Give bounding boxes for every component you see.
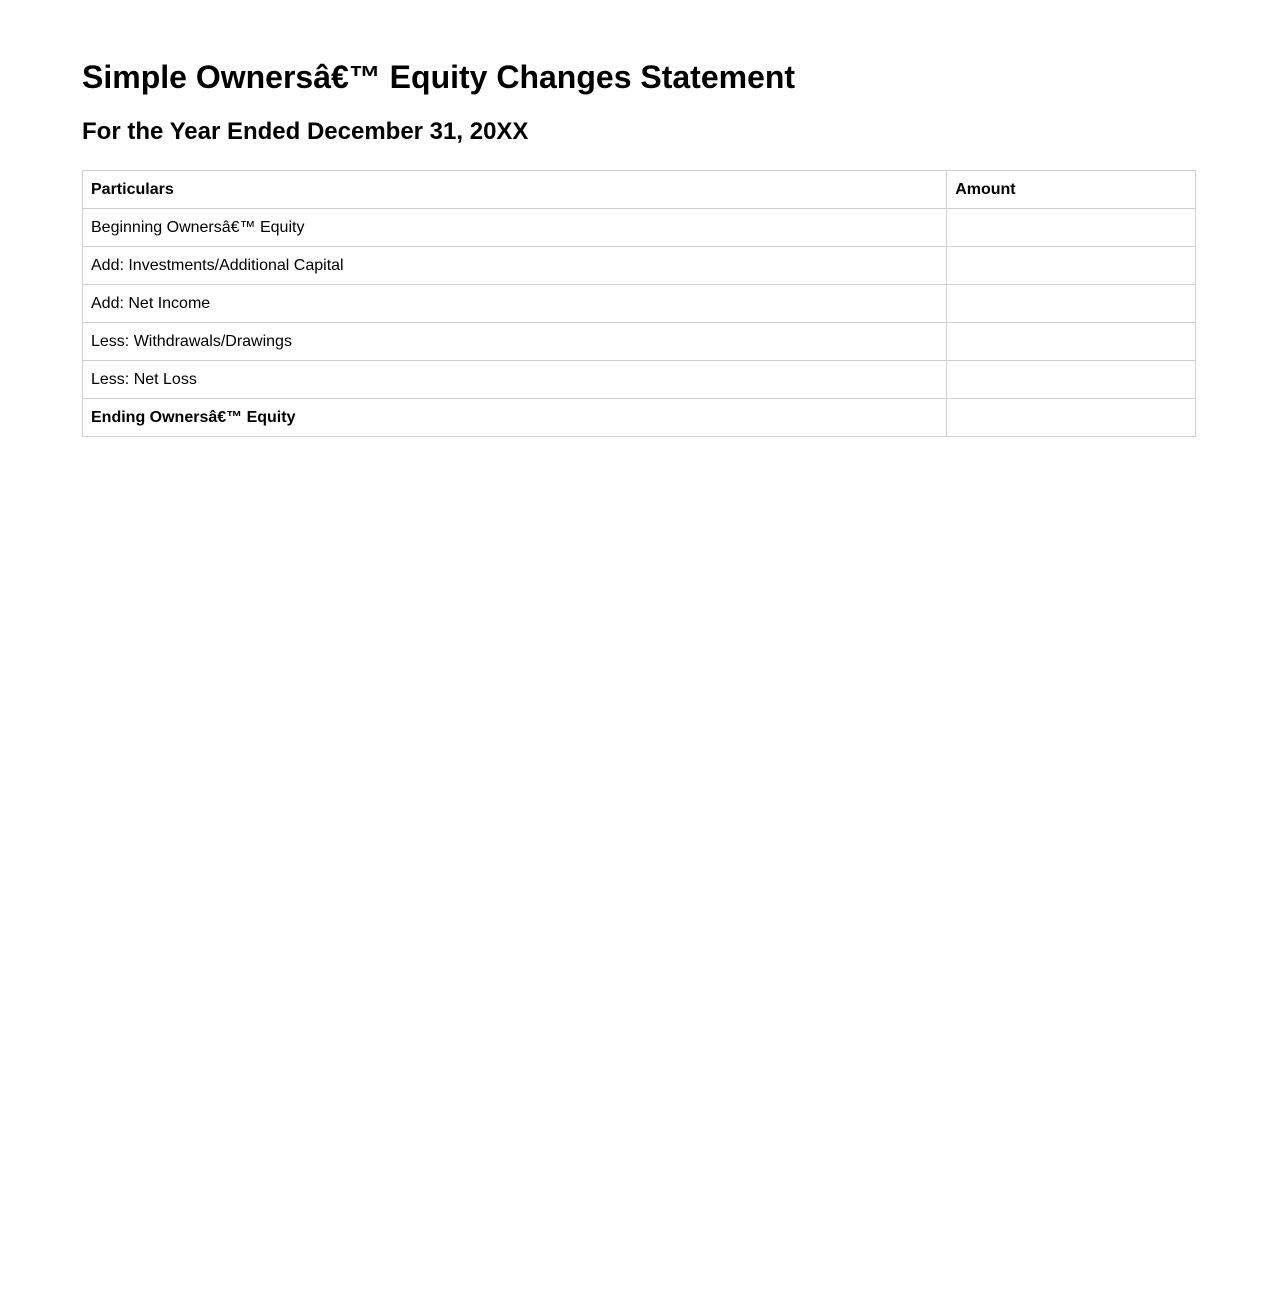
- table-row-ending-equity: [83, 399, 1196, 437]
- particulars-cell: Add: Net Income: [83, 285, 947, 323]
- amount-cell: [947, 285, 1196, 323]
- page-subtitle: For the Year Ended December 31, 20XX: [82, 118, 529, 145]
- table-row-beginning-equity: [83, 209, 1196, 247]
- column-header-particulars: Particulars: [83, 171, 947, 209]
- column-header-amount: Amount: [947, 171, 1196, 209]
- amount-cell: [947, 247, 1196, 285]
- table-row-investments: [83, 247, 1196, 285]
- page-title: Simple Ownersâ€™ Equity Changes Statement: [82, 59, 796, 95]
- equity-statement-table: [82, 170, 1196, 437]
- particulars-cell: Less: Net Loss: [83, 361, 947, 399]
- amount-cell-total: [947, 399, 1196, 437]
- amount-cell: [947, 323, 1196, 361]
- particulars-cell: Beginning Ownersâ€™ Equity: [83, 209, 947, 247]
- table-header-row: [83, 171, 1196, 209]
- amount-cell: [947, 209, 1196, 247]
- particulars-cell-total: Ending Ownersâ€™ Equity: [83, 399, 947, 437]
- table-row-net-income: [83, 285, 1196, 323]
- particulars-cell: Less: Withdrawals/Drawings: [83, 323, 947, 361]
- particulars-cell: Add: Investments/Additional Capital: [83, 247, 947, 285]
- table-row-withdrawals: [83, 323, 1196, 361]
- table-row-net-loss: [83, 361, 1196, 399]
- amount-cell: [947, 361, 1196, 399]
